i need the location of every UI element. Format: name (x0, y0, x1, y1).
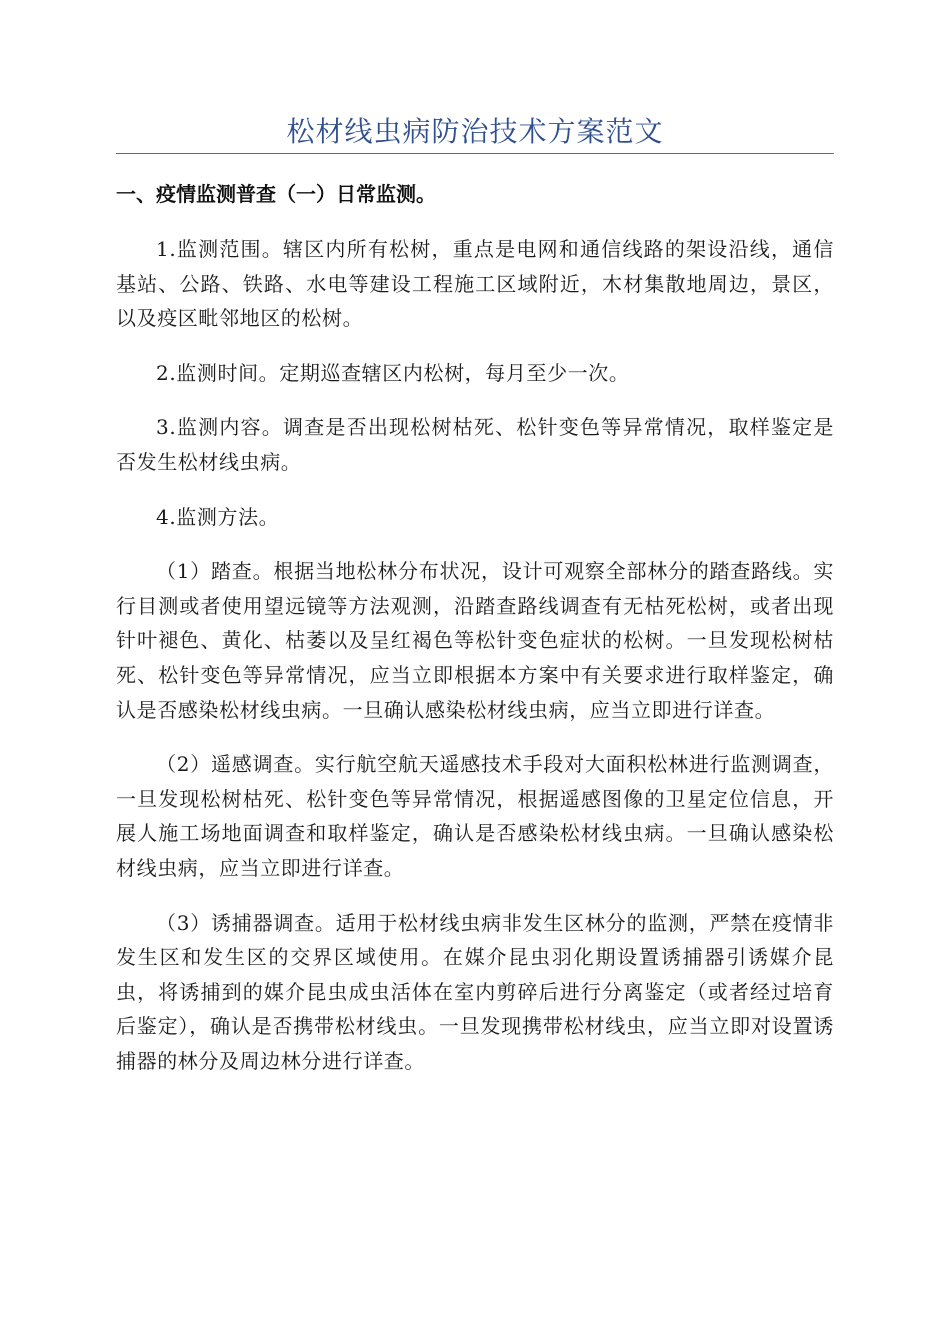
document-title: 松材线虫病防治技术方案范文 (286, 115, 664, 148)
paragraph-monitoring-time: 2.监测时间。定期巡查辖区内松树，每月至少一次。 (156, 360, 630, 385)
paragraph-monitoring-content: 3.监测内容。调查是否出现松树枯死、松针变色等异常情况，取样鉴定是否发生松材线虫病。 (116, 415, 834, 474)
paragraph-monitoring-method: 4.监测方法。 (156, 504, 280, 529)
paragraph-ground-survey: （1）踏查。根据当地松林分布状况，设计可观察全部林分的踏查路线。实行目测或者使用望远镜等方法观测，沿踏查路线调查有无枯死松树，或者出现针叶褪色、黄化、枯萎以及呈红褐色等松针变色症状的松树。一旦发现松树枯死、松针变色等异常情况，应当立即根据本方案中有关要求进行取样鉴定，确认是否感染松材线虫病。一旦确认感染松材线虫病，应当立即进行详查。 (116, 559, 834, 722)
paragraph-trap-survey: （3）诱捕器调查。适用于松材线虫病非发生区林分的监测，严禁在疫情非发生区和发生区的交界区域使用。在媒介昆虫羽化期设置诱捕器引诱媒介昆虫，将诱捕到的媒介昆虫成虫活体在室内剪碎后进行分离鉴定（或者经过培育后鉴定），确认是否携带松材线虫。一旦发现携带松材线虫，应当立即对设置诱捕器的林分及周边林分进行详查。 (116, 910, 834, 1073)
section-heading: 一、疫情监测普查（一）日常监测。 (116, 182, 436, 206)
paragraph-remote-sensing: （2）遥感调查。实行航空航天遥感技术手段对大面积松林进行监测调查，一旦发现松树枯死、松针变色等异常情况，根据遥感图像的卫星定位信息，开展人施工场地面调查和取样鉴定，确认是否感染松材线虫病。一旦确认感染松材线虫病，应当立即进行详查。 (116, 752, 834, 880)
document-body (116, 232, 834, 1098)
paragraph-monitoring-scope: 1.监测范围。辖区内所有松树，重点是电网和通信线路的架设沿线，通信基站、公路、铁路、水电等建设工程施工区域附近，木材集散地周边，景区，以及疫区毗邻地区的松树。 (116, 237, 834, 331)
title-underline (116, 153, 834, 154)
